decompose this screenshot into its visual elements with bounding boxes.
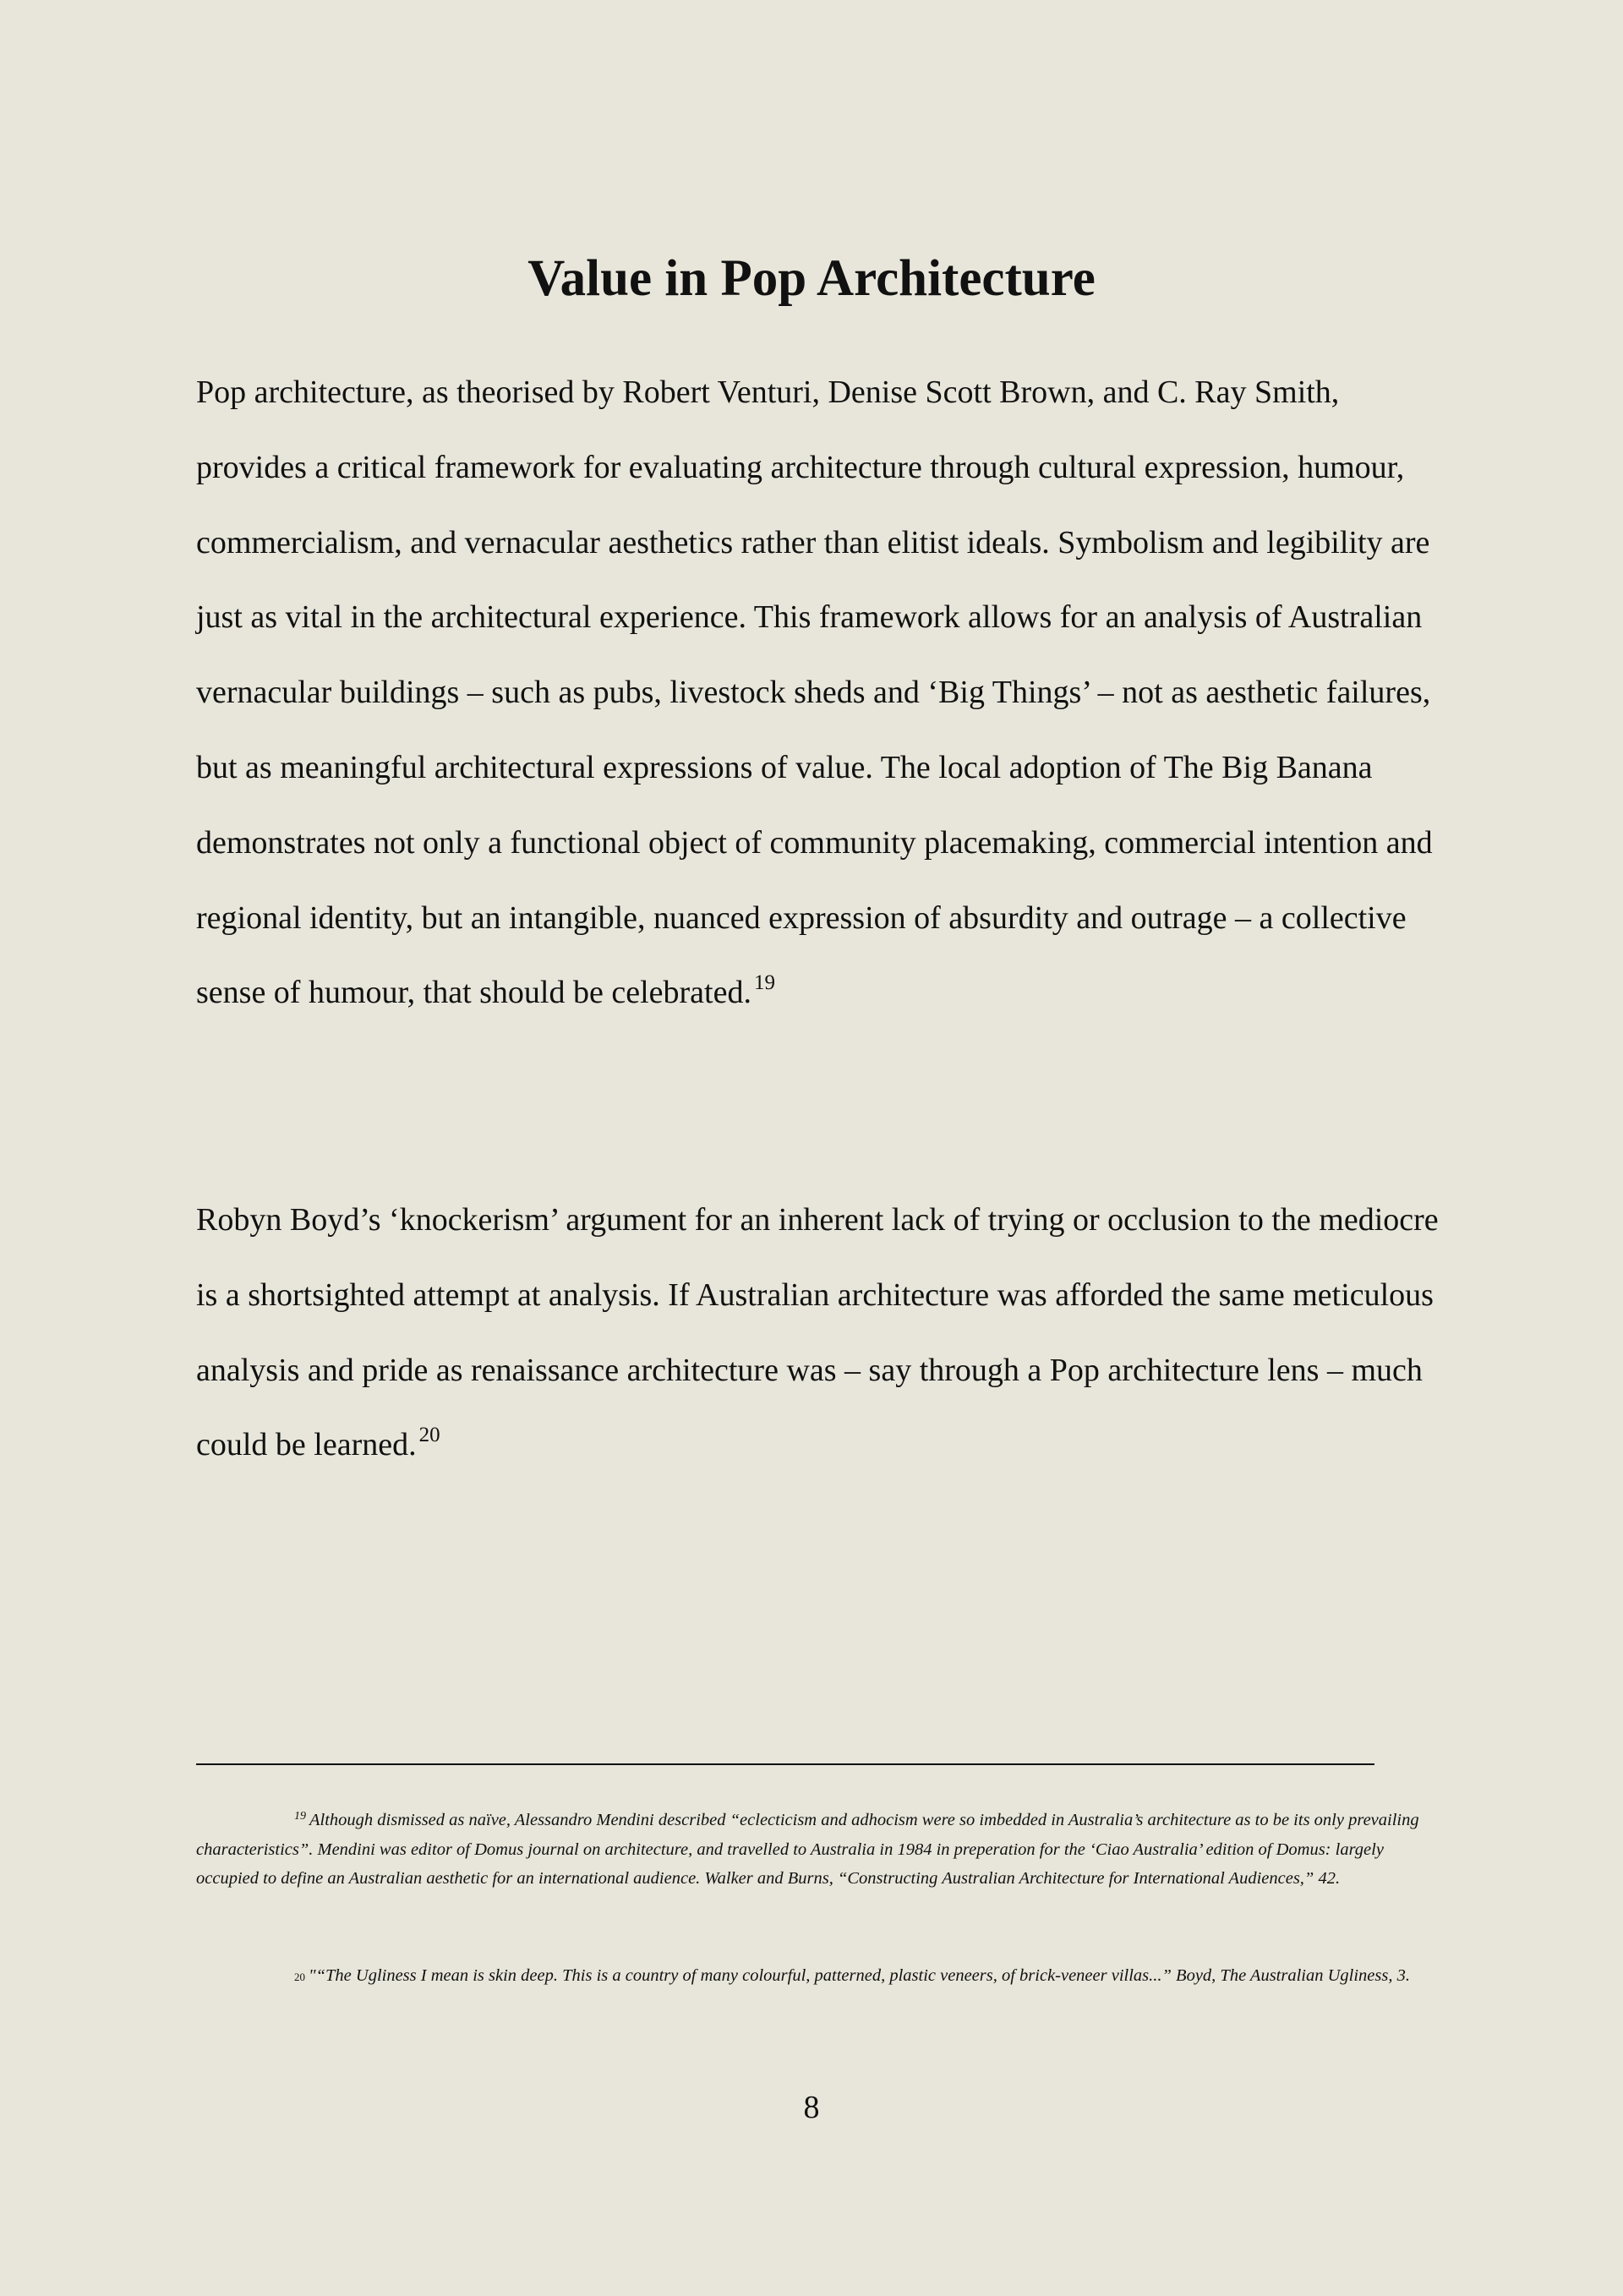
footnote-text: Although dismissed as naïve, Alessandro Mendini described “eclecticism and adhocism were so imbedded in Australia’s architecture as to be its only prevailing characteristics”. Mendini was editor of Domus journal on architecture, and travelled to Australia in 1984 in preperation for the ‘Ciao Australia’ edition of Domus: largely occupied to define an Australian aesthetic for an international audience. Walker and Burns, “Constructing Australian Architecture for International Audiences,” 42.	[196, 1811, 1419, 1888]
paragraph-text: Robyn Boyd’s ‘knockerism’ argument for an inherent lack of trying or occlusion to the mediocre is a shortsighted attempt at analysis. If Australian architecture was afforded the same meticulous analysis and pride as renaissance architecture was – say through a Pop architecture lens – much could be learned.	[196, 1202, 1439, 1463]
paragraph-text: Pop architecture, as theorised by Robert Venturi, Denise Scott Brown, and C. Ray Smith, provides a critical framework for evaluating architecture through cultural expression, humour, commercialism, and vernacular aesthetics rather than elitist ideals. Symbolism and legibility are just as vital in the architectural experience. This framework allows for an analysis of Australian vernacular buildings – such as pubs, livestock sheds and ‘Big Things’ – not as aesthetic failures, but as meaningful architectural expressions of value. The local adoption of The Big Banana demonstrates not only a functional object of community placemaking, commercial intention and regional identity, but an intangible, nuanced expression of absurdity and outrage – a collective sense of humour, that should be celebrated.	[196, 374, 1433, 1011]
footnote-reference-19[interactable]: 19	[753, 971, 775, 995]
footnote-reference-20[interactable]: 20	[418, 1424, 440, 1447]
footnote-19	[196, 1806, 1435, 1894]
footnote-20	[196, 1949, 1435, 2004]
footnote-text: "“The Ugliness I mean is skin deep. This is a country of many colourful, patterned, plastic veneers, of brick-veneer villas...” Boyd, The Australian Ugliness, 3.	[309, 1966, 1410, 1985]
footnote-mark: 19	[294, 1810, 306, 1823]
footnote-mark: 20	[294, 1971, 305, 1983]
footnote-separator	[196, 1763, 1374, 1765]
page-title: Value in Pop Architecture	[527, 250, 1096, 307]
body-paragraph-2	[196, 1183, 1447, 1483]
page-number: 8	[803, 2090, 820, 2125]
body-paragraph-1	[196, 355, 1447, 1030]
